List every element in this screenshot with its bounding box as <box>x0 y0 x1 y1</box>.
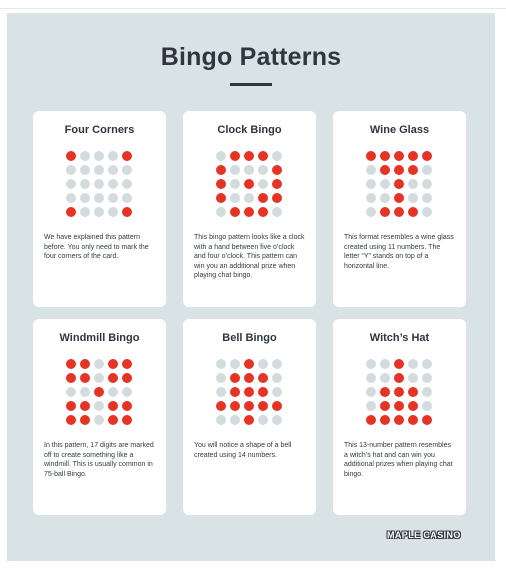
unmarked-dot <box>80 165 90 175</box>
marked-dot <box>244 207 254 217</box>
card-title: Witch’s Hat <box>369 332 430 344</box>
unmarked-dot <box>272 359 282 369</box>
marked-dot <box>80 373 90 383</box>
marked-dot <box>258 151 268 161</box>
unmarked-dot <box>244 193 254 203</box>
marked-dot <box>230 207 240 217</box>
marked-dot <box>108 373 118 383</box>
unmarked-dot <box>272 415 282 425</box>
unmarked-dot <box>94 165 104 175</box>
marked-dot <box>394 193 404 203</box>
marked-dot <box>380 401 390 411</box>
marked-dot <box>408 415 418 425</box>
marked-dot <box>272 193 282 203</box>
marked-dot <box>108 415 118 425</box>
marked-dot <box>258 401 268 411</box>
unmarked-dot <box>80 387 90 397</box>
marked-dot <box>244 179 254 189</box>
unmarked-dot <box>122 165 132 175</box>
marked-dot <box>122 401 132 411</box>
marked-dot <box>80 415 90 425</box>
marked-dot <box>408 401 418 411</box>
unmarked-dot <box>94 401 104 411</box>
unmarked-dot <box>366 401 376 411</box>
marked-dot <box>394 415 404 425</box>
marked-dot <box>122 151 132 161</box>
page-title: Bingo Patterns <box>160 43 342 71</box>
unmarked-dot <box>422 207 432 217</box>
unmarked-dot <box>272 207 282 217</box>
unmarked-dot <box>108 165 118 175</box>
unmarked-dot <box>272 151 282 161</box>
pattern-grid <box>366 359 434 427</box>
marked-dot <box>394 165 404 175</box>
marked-dot <box>408 165 418 175</box>
top-divider <box>0 8 506 9</box>
unmarked-dot <box>94 193 104 203</box>
marked-dot <box>380 387 390 397</box>
unmarked-dot <box>408 359 418 369</box>
unmarked-dot <box>108 193 118 203</box>
unmarked-dot <box>422 373 432 383</box>
unmarked-dot <box>216 151 226 161</box>
card-title: Windmill Bingo <box>59 332 140 344</box>
unmarked-dot <box>366 165 376 175</box>
unmarked-dot <box>366 193 376 203</box>
unmarked-dot <box>66 193 76 203</box>
marked-dot <box>66 207 76 217</box>
card-description: We have explained this pattern before. You only need to mark the four corners of the card. <box>44 234 149 261</box>
marked-dot <box>230 387 240 397</box>
marked-dot <box>122 373 132 383</box>
marked-dot <box>122 359 132 369</box>
pattern-card-windmill-bingo <box>33 319 166 515</box>
unmarked-dot <box>216 373 226 383</box>
marked-dot <box>66 151 76 161</box>
unmarked-dot <box>258 415 268 425</box>
marked-dot <box>66 359 76 369</box>
unmarked-dot <box>216 415 226 425</box>
marked-dot <box>230 151 240 161</box>
unmarked-dot <box>94 359 104 369</box>
card-title: Wine Glass <box>369 124 430 136</box>
pattern-grid <box>216 359 284 427</box>
unmarked-dot <box>422 359 432 369</box>
pattern-card-clock-bingo <box>183 111 316 307</box>
unmarked-dot <box>108 179 118 189</box>
unmarked-dot <box>66 387 76 397</box>
unmarked-dot <box>94 151 104 161</box>
marked-dot <box>394 207 404 217</box>
unmarked-dot <box>422 387 432 397</box>
marked-dot <box>258 387 268 397</box>
marked-dot <box>366 415 376 425</box>
unmarked-dot <box>422 193 432 203</box>
unmarked-dot <box>230 193 240 203</box>
unmarked-dot <box>108 151 118 161</box>
marked-dot <box>394 387 404 397</box>
marked-dot <box>380 165 390 175</box>
marked-dot <box>258 193 268 203</box>
brand-logo: MAPLE CASINO <box>387 530 461 540</box>
unmarked-dot <box>80 193 90 203</box>
marked-dot <box>394 359 404 369</box>
unmarked-dot <box>66 179 76 189</box>
marked-dot <box>244 373 254 383</box>
pattern-card-witchs-hat <box>333 319 466 515</box>
unmarked-dot <box>272 373 282 383</box>
marked-dot <box>216 165 226 175</box>
unmarked-dot <box>380 193 390 203</box>
unmarked-dot <box>408 193 418 203</box>
card-title: Four Corners <box>64 124 135 136</box>
infographic-panel <box>7 13 495 561</box>
marked-dot <box>244 401 254 411</box>
marked-dot <box>394 401 404 411</box>
card-description: This format resembles a wine glass created using 11 numbers. The letter “Y” stands on top of a horizontal line. <box>344 234 454 270</box>
unmarked-dot <box>216 207 226 217</box>
unmarked-dot <box>108 387 118 397</box>
unmarked-dot <box>230 165 240 175</box>
unmarked-dot <box>94 373 104 383</box>
unmarked-dot <box>380 373 390 383</box>
unmarked-dot <box>230 415 240 425</box>
marked-dot <box>122 207 132 217</box>
unmarked-dot <box>66 165 76 175</box>
unmarked-dot <box>94 179 104 189</box>
unmarked-dot <box>366 179 376 189</box>
unmarked-dot <box>422 401 432 411</box>
pattern-card-four-corners <box>33 111 166 307</box>
marked-dot <box>244 415 254 425</box>
card-title: Clock Bingo <box>217 124 282 136</box>
marked-dot <box>216 179 226 189</box>
marked-dot <box>408 151 418 161</box>
unmarked-dot <box>230 359 240 369</box>
pattern-grid <box>66 359 134 427</box>
marked-dot <box>366 151 376 161</box>
unmarked-dot <box>122 193 132 203</box>
marked-dot <box>394 151 404 161</box>
unmarked-dot <box>366 387 376 397</box>
marked-dot <box>230 401 240 411</box>
marked-dot <box>272 165 282 175</box>
marked-dot <box>66 401 76 411</box>
marked-dot <box>408 387 418 397</box>
pattern-grid <box>366 151 434 219</box>
marked-dot <box>230 373 240 383</box>
title-underline <box>230 83 272 86</box>
unmarked-dot <box>366 207 376 217</box>
unmarked-dot <box>366 359 376 369</box>
marked-dot <box>422 151 432 161</box>
marked-dot <box>380 151 390 161</box>
marked-dot <box>216 193 226 203</box>
unmarked-dot <box>122 387 132 397</box>
pattern-card-bell-bingo <box>183 319 316 515</box>
marked-dot <box>66 415 76 425</box>
marked-dot <box>80 359 90 369</box>
marked-dot <box>258 373 268 383</box>
card-description: This bingo pattern looks like a clock with a hand between five o’clock and four o’clock. This pattern can win you an additional prize when playing chat bingo. <box>194 234 305 280</box>
unmarked-dot <box>230 179 240 189</box>
marked-dot <box>122 415 132 425</box>
pattern-grid <box>66 151 134 219</box>
unmarked-dot <box>422 179 432 189</box>
marked-dot <box>80 401 90 411</box>
marked-dot <box>422 415 432 425</box>
unmarked-dot <box>258 179 268 189</box>
unmarked-dot <box>380 359 390 369</box>
unmarked-dot <box>216 359 226 369</box>
card-description: In this pattern, 17 digits are marked off to create something like a windmill. This is usually common in 75-ball Bingo. <box>44 442 154 478</box>
unmarked-dot <box>408 179 418 189</box>
marked-dot <box>66 373 76 383</box>
marked-dot <box>94 387 104 397</box>
marked-dot <box>408 207 418 217</box>
card-title: Bell Bingo <box>222 332 277 344</box>
marked-dot <box>272 401 282 411</box>
unmarked-dot <box>422 165 432 175</box>
marked-dot <box>216 401 226 411</box>
unmarked-dot <box>94 415 104 425</box>
marked-dot <box>394 179 404 189</box>
marked-dot <box>244 151 254 161</box>
pattern-grid <box>216 151 284 219</box>
pattern-card-wine-glass <box>333 111 466 307</box>
marked-dot <box>394 373 404 383</box>
marked-dot <box>258 207 268 217</box>
marked-dot <box>272 179 282 189</box>
unmarked-dot <box>80 207 90 217</box>
marked-dot <box>244 387 254 397</box>
unmarked-dot <box>94 207 104 217</box>
unmarked-dot <box>258 165 268 175</box>
marked-dot <box>108 359 118 369</box>
unmarked-dot <box>80 151 90 161</box>
unmarked-dot <box>380 179 390 189</box>
unmarked-dot <box>108 207 118 217</box>
unmarked-dot <box>122 179 132 189</box>
unmarked-dot <box>408 373 418 383</box>
unmarked-dot <box>366 373 376 383</box>
card-description: You will notice a shape of a bell created using 14 numbers. <box>194 442 292 459</box>
marked-dot <box>380 207 390 217</box>
marked-dot <box>380 415 390 425</box>
unmarked-dot <box>244 165 254 175</box>
marked-dot <box>244 359 254 369</box>
unmarked-dot <box>216 387 226 397</box>
unmarked-dot <box>80 179 90 189</box>
unmarked-dot <box>272 387 282 397</box>
card-description: This 13-number pattern resembles a witch’s hat and can win you additional prizes when playing chat bingo. <box>344 442 453 478</box>
marked-dot <box>108 401 118 411</box>
unmarked-dot <box>258 359 268 369</box>
